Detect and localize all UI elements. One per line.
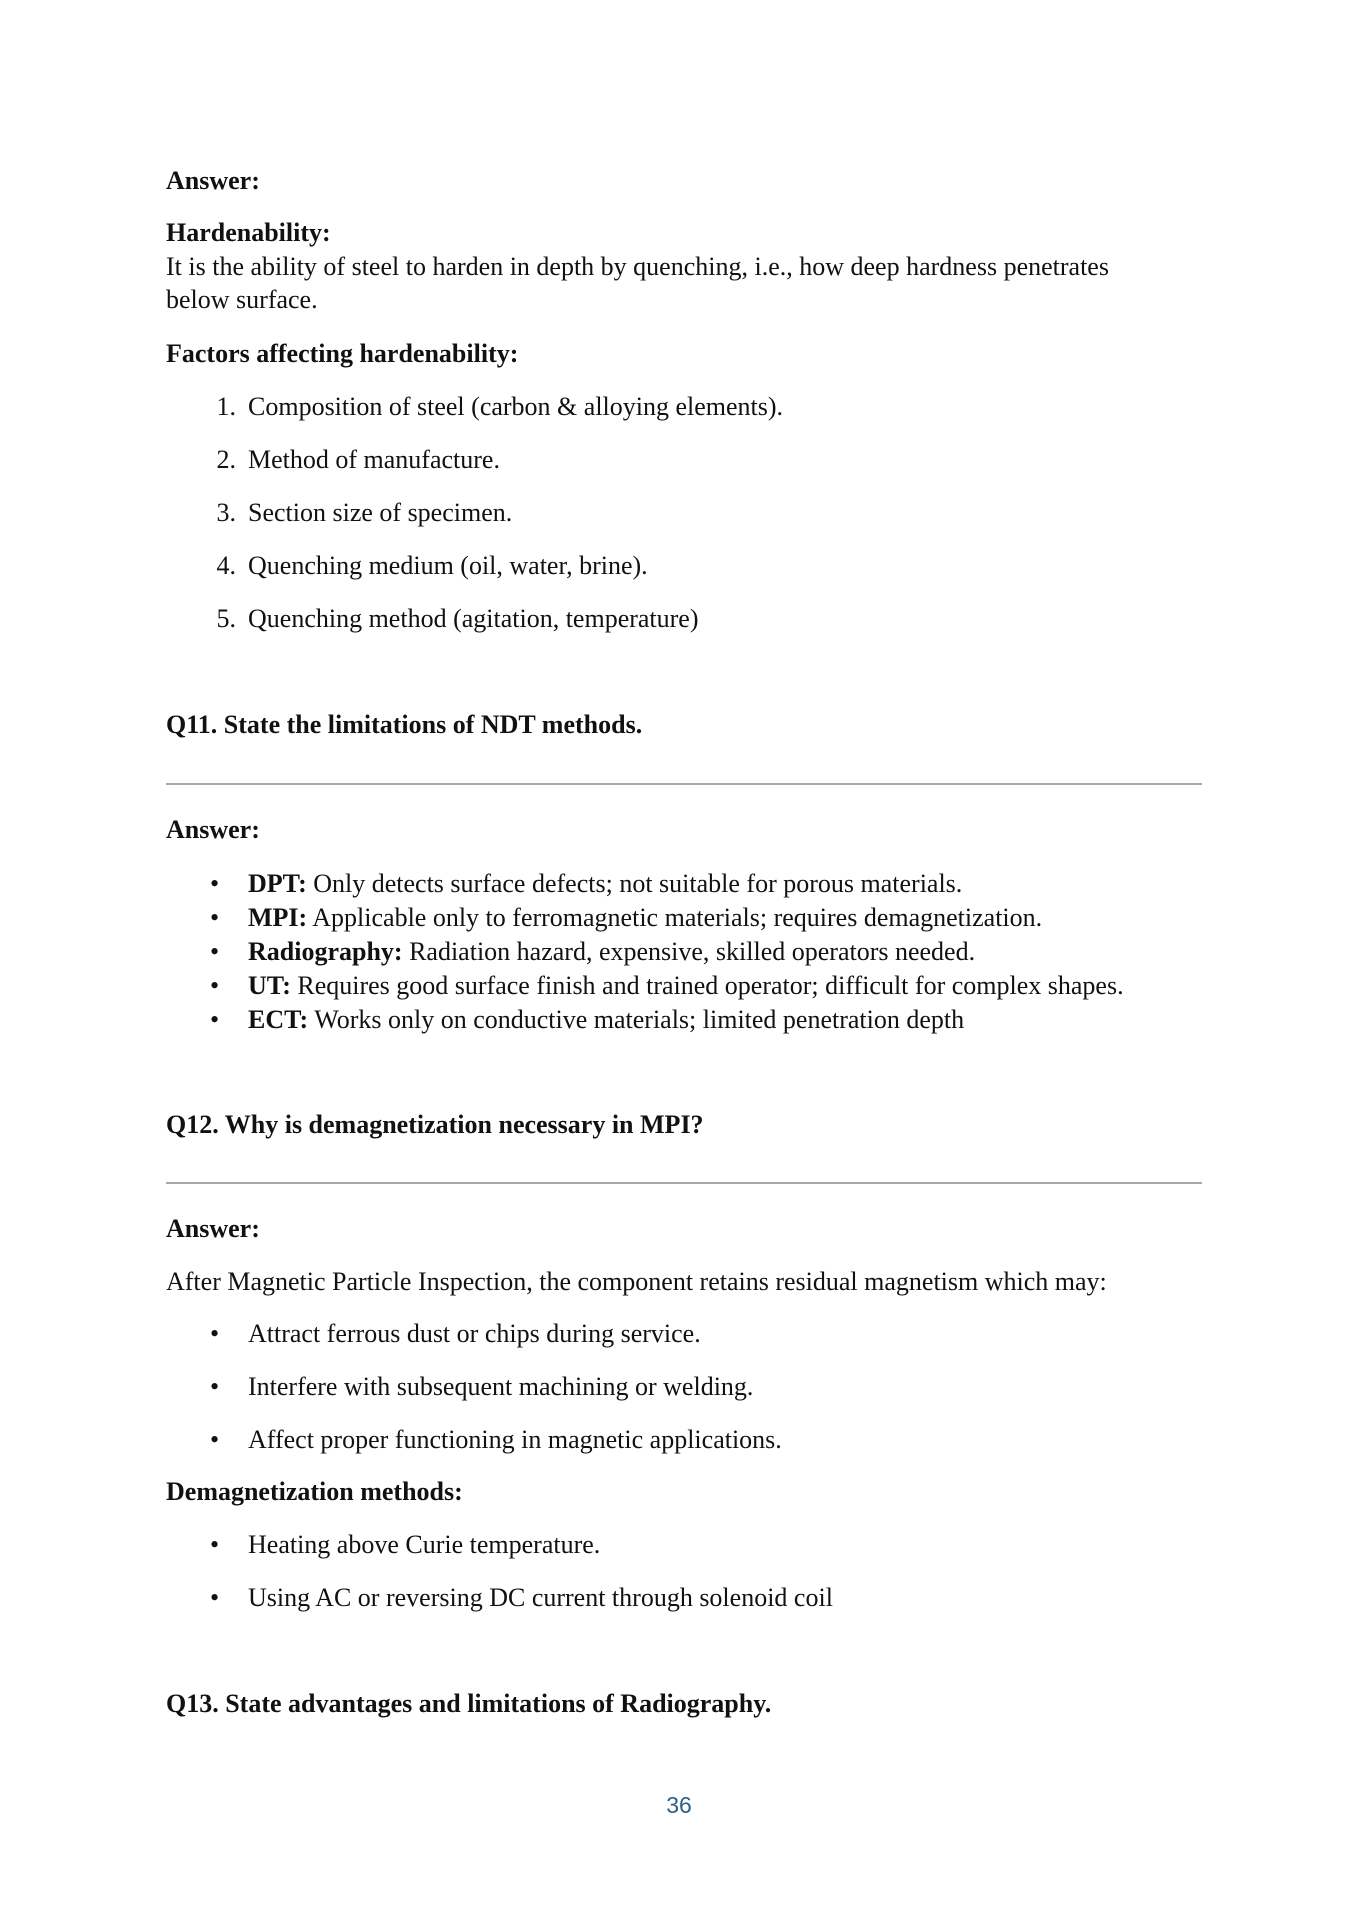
list-text bbox=[248, 935, 975, 969]
bullet-icon: • bbox=[210, 1425, 220, 1454]
answer-label: Answer: bbox=[166, 815, 260, 844]
divider bbox=[166, 783, 1202, 785]
list-text: Quenching medium (oil, water, brine). bbox=[248, 551, 648, 580]
list-text bbox=[248, 969, 1124, 1003]
list-number: 4. bbox=[216, 551, 236, 580]
divider bbox=[166, 1182, 1202, 1184]
term-description: Only detects surface defects; not suitable for porous materials. bbox=[306, 869, 963, 898]
bullet-icon: • bbox=[210, 971, 220, 1000]
term-label: Radiography: bbox=[248, 937, 403, 966]
intro-text: After Magnetic Particle Inspection, the component retains residual magnetism which may: bbox=[166, 1267, 1107, 1296]
bullet-icon: • bbox=[210, 903, 220, 932]
list-text bbox=[248, 867, 962, 901]
term-description: Requires good surface finish and trained operator; difficult for complex shapes. bbox=[290, 971, 1124, 1000]
list-text: Attract ferrous dust or chips during service. bbox=[248, 1319, 701, 1348]
bullet-icon: • bbox=[210, 1372, 220, 1401]
list-text bbox=[248, 1003, 964, 1037]
list-number: 3. bbox=[216, 498, 236, 527]
list-text: Quenching method (agitation, temperature) bbox=[248, 604, 699, 633]
term-description: Radiation hazard, expensive, skilled operators needed. bbox=[402, 937, 976, 966]
list-text: Heating above Curie temperature. bbox=[248, 1530, 601, 1559]
definition-text-continued: below surface. bbox=[166, 285, 318, 314]
list-text: Interfere with subsequent machining or welding. bbox=[248, 1372, 754, 1401]
answer-label: Answer: bbox=[166, 1214, 260, 1243]
methods-heading: Demagnetization methods: bbox=[166, 1477, 463, 1506]
term-label: MPI: bbox=[248, 903, 308, 932]
answer-label: Answer: bbox=[166, 166, 260, 195]
term-label: ECT: bbox=[248, 1005, 309, 1034]
list-text: Section size of specimen. bbox=[248, 498, 513, 527]
page-number: 36 bbox=[666, 1792, 692, 1818]
term-description: Applicable only to ferromagnetic materials; requires demagnetization. bbox=[307, 903, 1043, 932]
term-label: DPT: bbox=[248, 869, 307, 898]
list-number: 5. bbox=[216, 604, 236, 633]
list-text: Method of manufacture. bbox=[248, 445, 500, 474]
hardenability-heading: Hardenability: bbox=[166, 218, 331, 247]
factors-heading: Factors affecting hardenability: bbox=[166, 339, 519, 368]
list-text: Composition of steel (carbon & alloying elements). bbox=[248, 392, 784, 421]
bullet-icon: • bbox=[210, 1005, 220, 1034]
bullet-icon: • bbox=[210, 1319, 220, 1348]
definition-text: It is the ability of steel to harden in depth by quenching, i.e., how deep hardness penetrates bbox=[166, 252, 1109, 281]
bullet-icon: • bbox=[210, 869, 220, 898]
bullet-icon: • bbox=[210, 1583, 220, 1612]
list-text bbox=[248, 901, 1042, 935]
term-description: Works only on conductive materials; limited penetration depth bbox=[308, 1005, 965, 1034]
question-q11: Q11. State the limitations of NDT methods. bbox=[166, 710, 643, 739]
list-text: Using AC or reversing DC current through solenoid coil bbox=[248, 1583, 833, 1612]
list-number: 1. bbox=[216, 392, 236, 421]
term-label: UT: bbox=[248, 971, 291, 1000]
bullet-icon: • bbox=[210, 937, 220, 966]
question-q12: Q12. Why is demagnetization necessary in MPI? bbox=[166, 1110, 704, 1139]
bullet-icon: • bbox=[210, 1530, 220, 1559]
list-text: Affect proper functioning in magnetic applications. bbox=[248, 1425, 782, 1454]
question-q13: Q13. State advantages and limitations of Radiography. bbox=[166, 1689, 772, 1718]
list-number: 2. bbox=[216, 445, 236, 474]
